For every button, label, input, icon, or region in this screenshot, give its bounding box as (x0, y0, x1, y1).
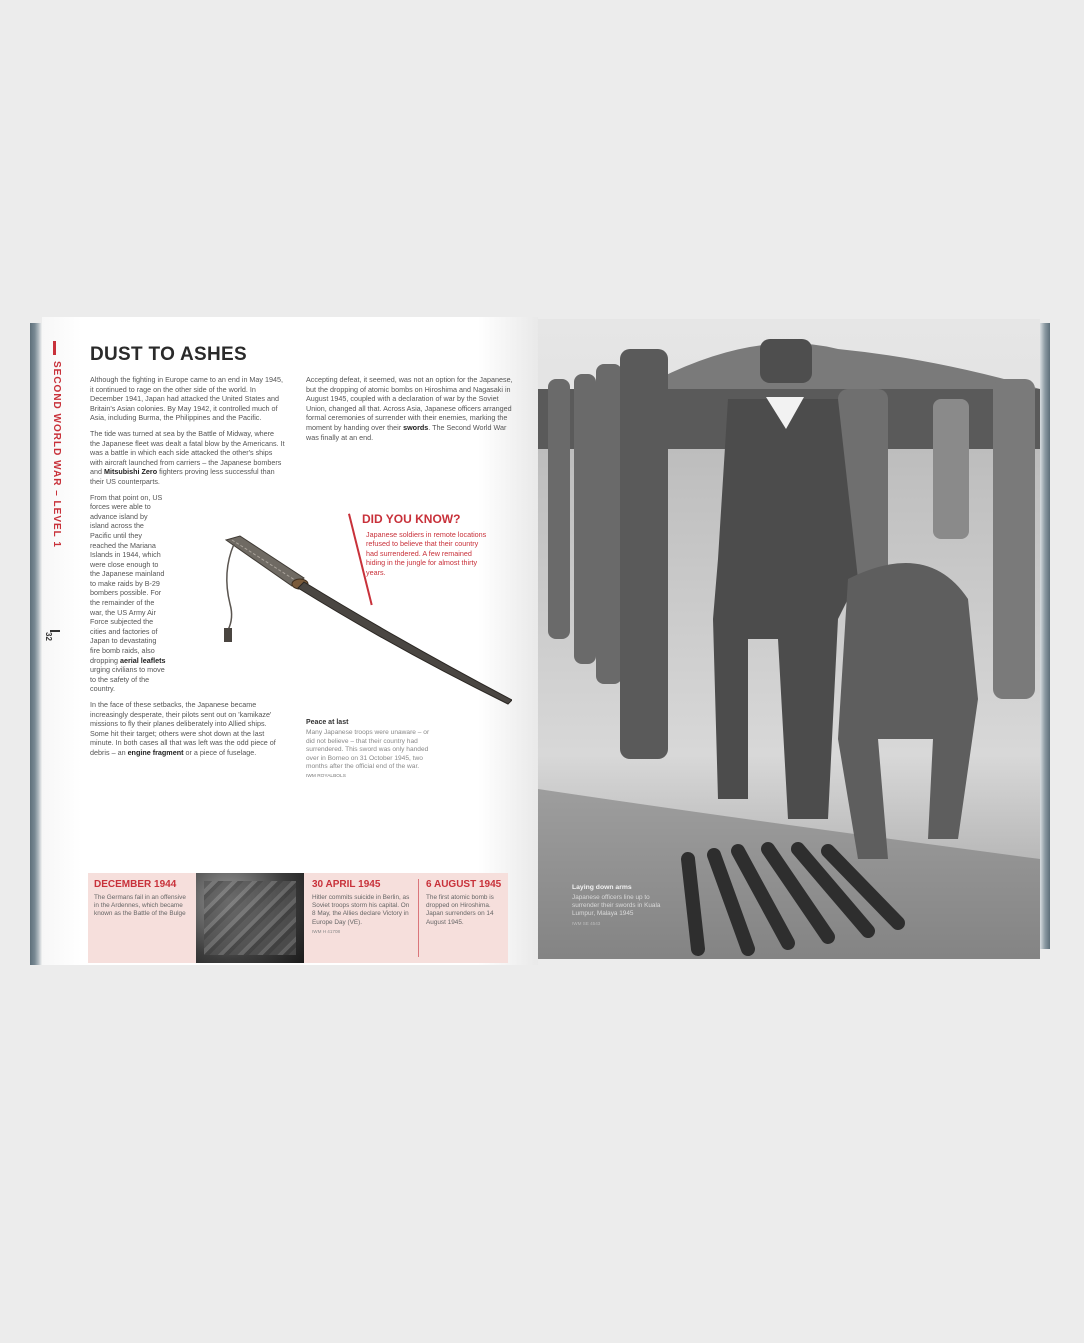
paragraph-text: or a piece of fuselage. (183, 747, 257, 757)
book-edge-left (30, 323, 42, 965)
text-column-2 (306, 375, 516, 448)
sword-caption (306, 719, 438, 782)
paragraph-text: The tide was turned at sea by the Battle of Midway, where the Japanese fleet was dealt a fatal blow by the Americans. It was a battle in which each side attacked the other's ships with aircraft launched from carriers – the Japanese bombers and (90, 428, 285, 477)
side-label-bar (53, 341, 56, 355)
timeline-entry (306, 873, 418, 963)
did-you-know-box (340, 512, 500, 622)
timeline-divider (418, 879, 419, 957)
timeline-photo-detail (204, 881, 296, 955)
did-you-know-text: Japanese soldiers in remote locations refused to believe that their country had surrendered. A few remained hiding in the jungle for almost thirty years. (366, 530, 487, 577)
paragraph-text: urging civilians to move to the safety of the country. (90, 665, 165, 694)
paragraph (90, 429, 286, 487)
timeline-date: DECEMBER 1944 (94, 879, 177, 890)
paragraph-text: . The Second World War was finally at an end. (306, 422, 507, 442)
keyword: engine fragment (127, 747, 184, 757)
sword-cord (227, 544, 234, 630)
caption-credit: IWM ROYALBOLS (306, 774, 346, 780)
keyword: aerial leaflets (119, 655, 166, 665)
timeline-entry (420, 873, 508, 963)
book-edge-right (1040, 323, 1050, 949)
paragraph (306, 375, 516, 442)
paragraph-text: Accepting defeat, it seemed, was not an option for the Japanese, but the dropping of atomic bombs on Hiroshima and Nagasaki in August 1945, coupled with a declaration of war by the Soviet Union, changed all that. Across Asia, Japanese officers arranged formal ceremonies of surrender with their enemies, marking the moment by handing over their (306, 375, 513, 432)
timeline-text: The Germans fail in an offensive in the Ardennes, which became known as the Battle of the Bulge (94, 894, 186, 918)
keyword: swords (403, 422, 429, 432)
left-page (42, 317, 538, 965)
timeline-entry (88, 873, 196, 963)
photo-caption (572, 884, 672, 928)
timeline-credit: IWM H 41708 (312, 928, 341, 934)
caption-credit: IWM SE 4543 (572, 921, 601, 926)
timeline-date: 6 AUGUST 1945 (426, 879, 502, 890)
side-label-text: SECOND WORLD WAR – LEVEL 1 (51, 361, 62, 548)
timeline (88, 873, 508, 963)
timeline-text: The first atomic bomb is dropped on Hiroshima. Japan surrenders on 14 August 1945. (426, 894, 494, 926)
surrender-photo (538, 319, 1040, 959)
paragraph-text: In the face of these setbacks, the Japanese became increasingly desperate, their pilots sent out on 'kamikaze' missions to fly their planes deliberately into Allied ships. Some hit their target; others were shot down at the last minute. In both cases all that was left was the odd piece of debris – an (90, 700, 276, 757)
paragraph-text: From that point on, US forces were able to advance island by island across the Pacific until they reached the Mariana Islands in 1944, which were close enough to the Japanese mainland to make raids by B-29 bombers possible. For the remainder of the war, the US Army Air Force subjected the cities and factories of Japan to devastating fire bomb raids, also dropping (90, 492, 165, 665)
timeline-date: 30 APRIL 1945 (312, 879, 381, 890)
caption-text: Japanese officers line up to surrender their swords in Kuala Lumpur, Malaya 1945 (572, 894, 661, 917)
caption-text: Many Japanese troops were unaware – or did not believe – that their country had surrendered. This sword was only handed over in Borneo on 31 October 1945, two months after the official end of the war. (306, 729, 430, 771)
page-number: 32 (44, 632, 53, 641)
sword-tassel (224, 628, 232, 642)
right-page (538, 319, 1040, 959)
paragraph: Although the fighting in Europe came to an end in May 1945, it continued to rage on the other side of the world. In December 1941, Japan had attacked the United States and Britain's Asian colonies. By May 1942, it controlled much of Asia, including Burma, the Philippines and the Pacific. (90, 375, 283, 423)
book-spread (30, 317, 1050, 965)
timeline-photo (196, 873, 304, 963)
timeline-text: Hitler commits suicide in Berlin, as Soviet troops storm his capital. On 8 May, the Allies declare Victory in Europe Day (VE). (312, 894, 410, 926)
keyword: Mitsubishi Zero (104, 467, 158, 477)
side-label (50, 341, 64, 641)
caption-title: Peace at last (306, 719, 349, 726)
caption-title: Laying down arms (572, 884, 632, 891)
paragraph-text: fighters proving less successful than their US counterparts. (90, 467, 275, 486)
did-you-know-title: DID YOU KNOW? (362, 512, 461, 526)
page-title: DUST TO ASHES (90, 344, 247, 365)
